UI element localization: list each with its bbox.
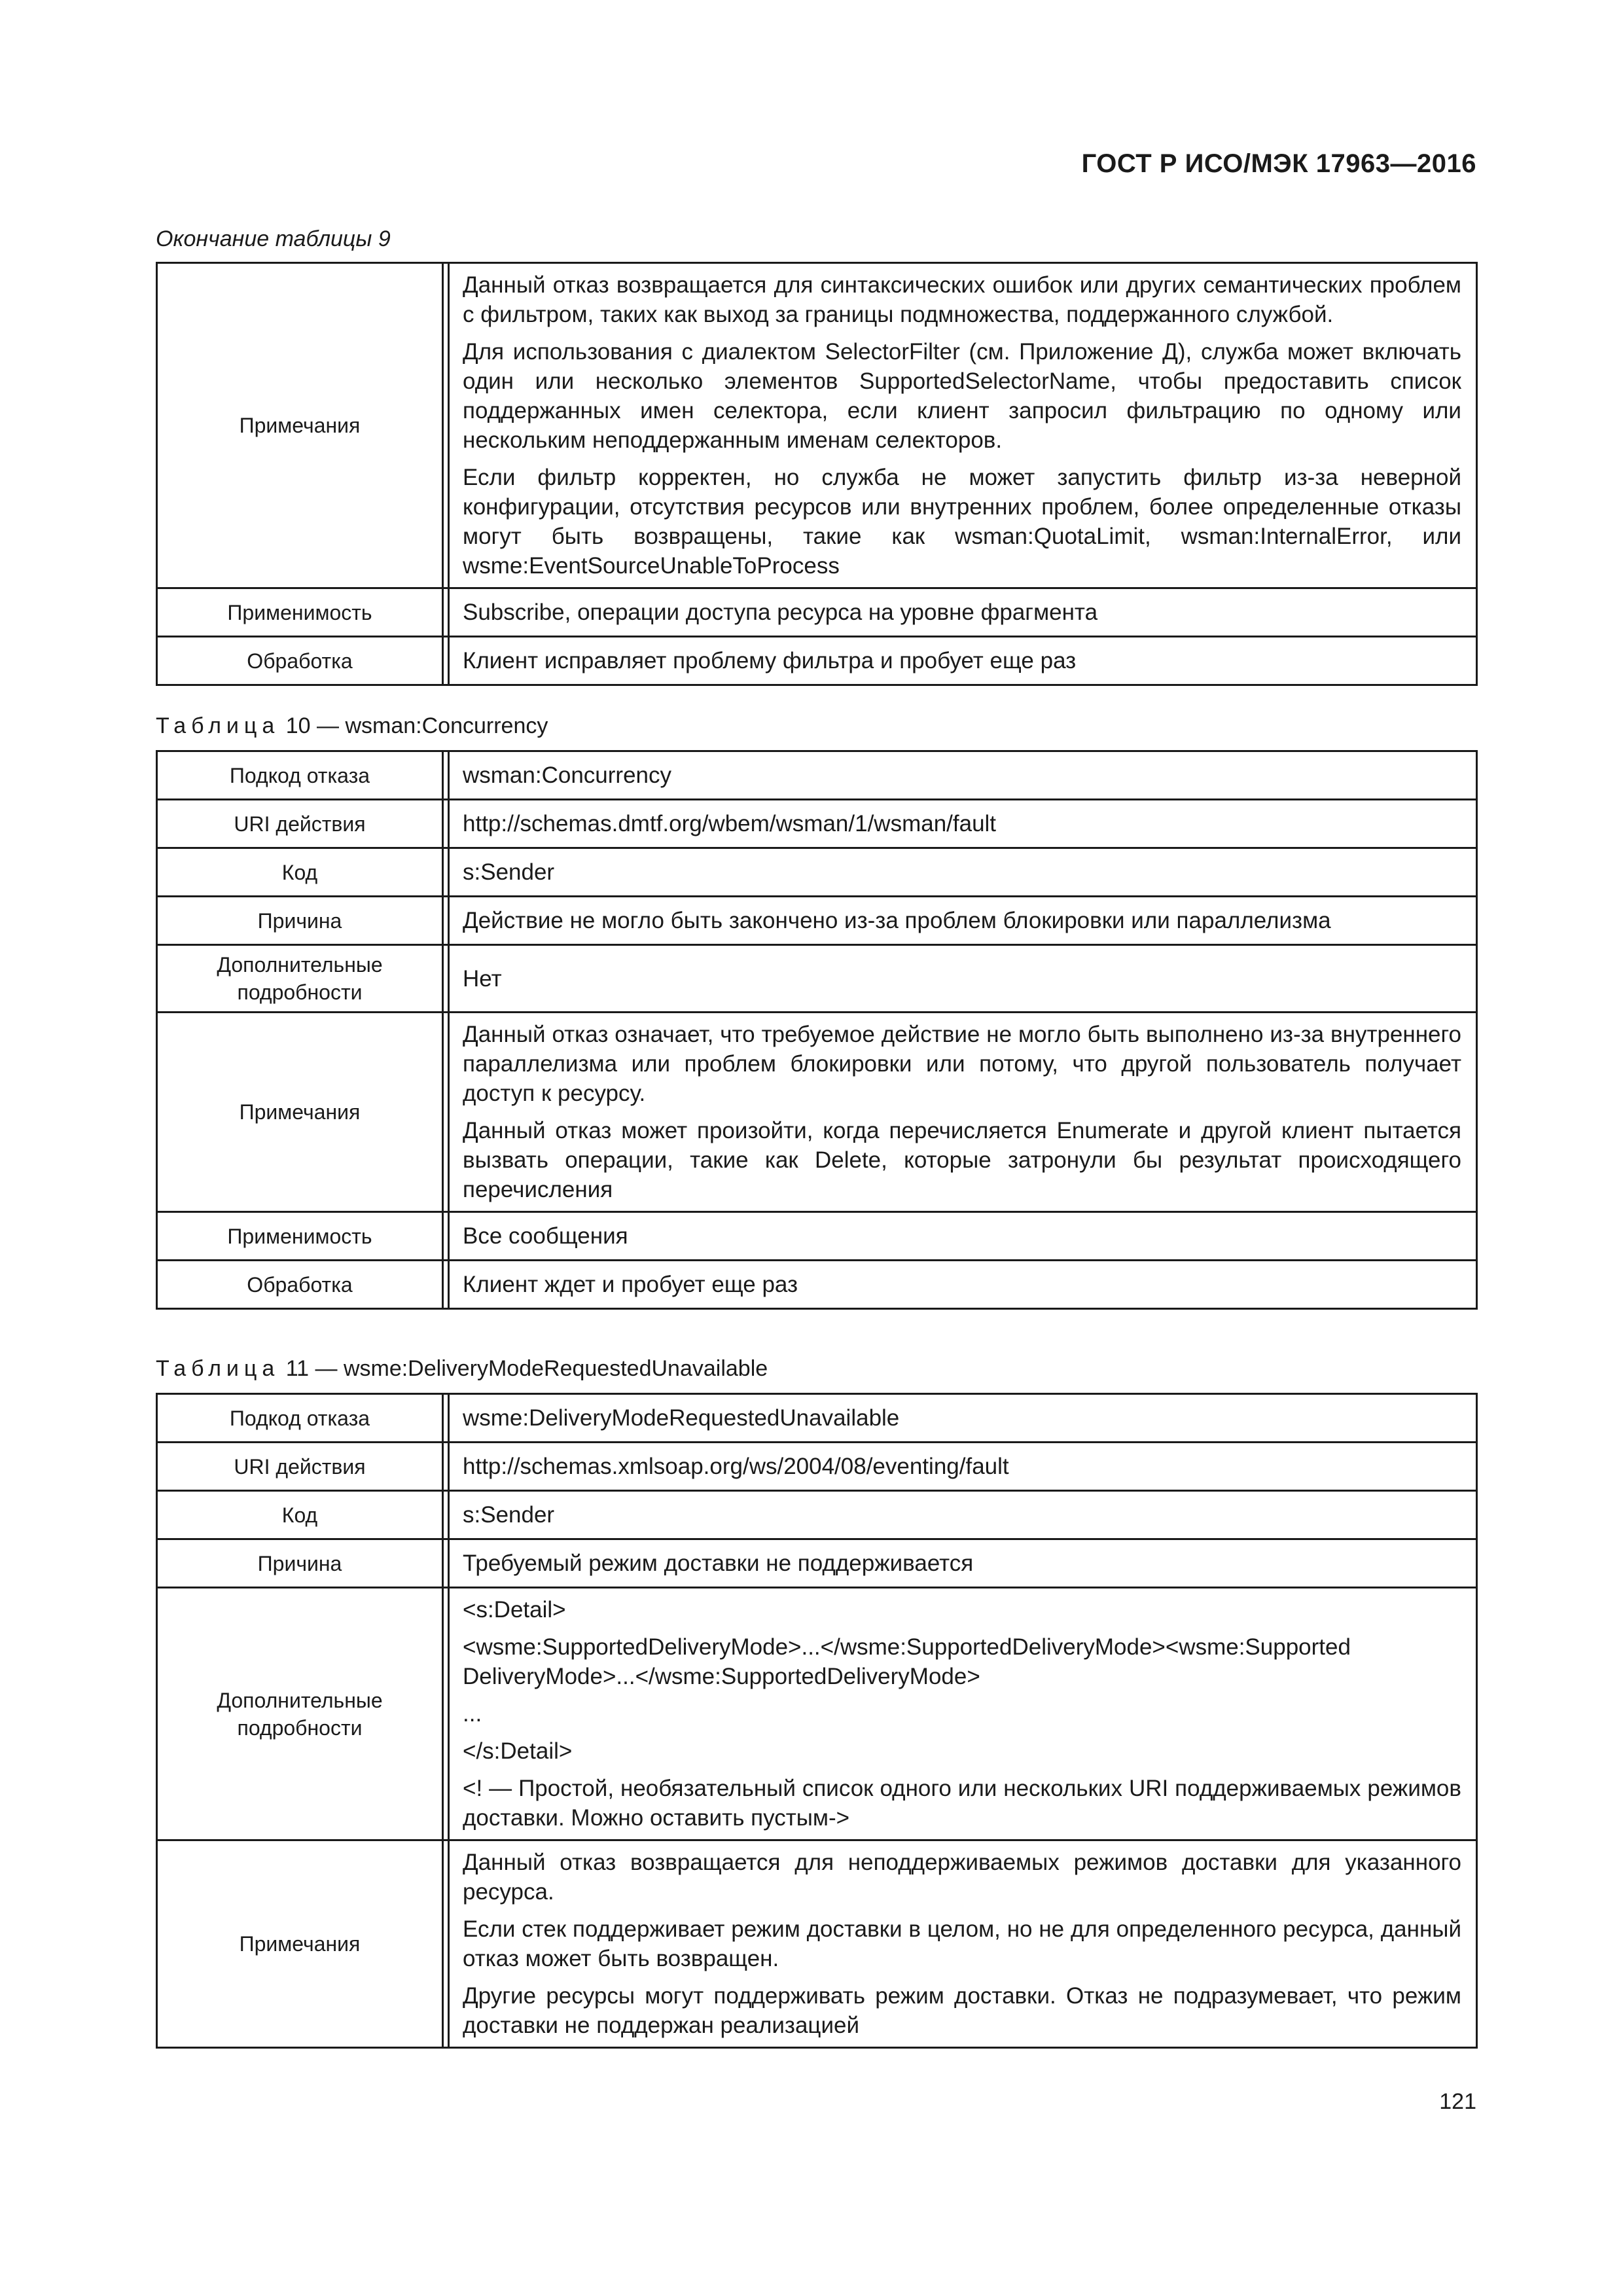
value-paragraph: Subscribe, операции доступа ресурса на уровне фрагмента <box>463 600 1098 625</box>
table11-caption <box>156 1356 768 1382</box>
table-row <box>157 800 1477 848</box>
table-row <box>157 263 1477 588</box>
column-divider <box>443 1539 449 1588</box>
value-paragraph: Нет <box>463 965 502 992</box>
table11-caption-title: 11 — wsme:DeliveryModeRequestedUnavailable <box>279 1356 768 1381</box>
row-value <box>449 263 1477 588</box>
table10-caption <box>156 713 548 739</box>
row-value <box>449 1840 1477 2048</box>
row-label: Применимость <box>157 588 443 637</box>
value-paragraph: <wsme:SupportedDeliveryMode>...</wsme:SupportedDeliveryMode><wsme:Supported DeliveryMode>...</wsme:SupportedDeliveryMode> <box>463 1634 1351 1689</box>
row-value <box>449 1491 1477 1539</box>
column-divider <box>443 637 449 685</box>
row-value <box>449 848 1477 897</box>
table11-caption-word: Таблица <box>156 1356 280 1381</box>
value-paragraph: wsme:DeliveryModeRequestedUnavailable <box>463 1405 900 1431</box>
row-label: Примечания <box>157 1013 443 1212</box>
row-label: Обработка <box>157 1261 443 1309</box>
value-paragraph: Данный отказ может произойти, когда перечисляется Enumerate и другой клиент пытается вызвать операции, такие как Delete, которые затронули бы результат происходящего перечисления <box>463 1118 1461 1202</box>
row-label: Применимость <box>157 1212 443 1261</box>
row-label: Подкод отказа <box>157 1394 443 1443</box>
table10 <box>156 750 1478 1310</box>
row-label: Код <box>157 1491 443 1539</box>
row-value <box>449 1394 1477 1443</box>
row-value <box>449 1539 1477 1588</box>
row-label: Дополнительные подробности <box>157 945 443 1013</box>
page-number: 121 <box>1439 2089 1476 2114</box>
table-row <box>157 1013 1477 1212</box>
value-paragraph: <! — Простой, необязательный список одного или нескольких URI поддерживаемых режимов доставки. Можно оставить пустым-> <box>463 1776 1461 1831</box>
value-paragraph: Если фильтр корректен, но служба не может запустить фильтр из-за неверной конфигурации, отсутствия ресурсов или внутренних проблем, более определенные отказы могут быть возвращены, такие как wsman:QuotaLimit, wsman:InternalError, или wsme:EventSourceUnableToProcess <box>463 465 1461 579</box>
value-paragraph: Для использования с диалектом SelectorFilter (см. Приложение Д), служба может включать один или несколько элементов SupportedSelectorName, чтобы предоставить список поддержанных имен селектора, если клиент запросил фильтрацию по одному или нескольким неподдержанным именам селекторов. <box>463 339 1461 453</box>
table-row <box>157 1212 1477 1261</box>
column-divider <box>443 848 449 897</box>
table-row <box>157 1394 1477 1443</box>
row-label: Обработка <box>157 637 443 685</box>
table-row <box>157 751 1477 800</box>
value-paragraph: Если стек поддерживает режим доставки в целом, но не для определенного ресурса, данный отказ может быть возвращен. <box>463 1916 1461 1971</box>
table-row <box>157 848 1477 897</box>
row-label: Причина <box>157 1539 443 1588</box>
row-label: Дополнительные подробности <box>157 1588 443 1840</box>
value-paragraph: Клиент исправляет проблему фильтра и пробует еще раз <box>463 648 1077 673</box>
row-value <box>449 1212 1477 1261</box>
row-label: Подкод отказа <box>157 751 443 800</box>
table9-caption: Окончание таблицы 9 <box>156 226 391 251</box>
table-row <box>157 1443 1477 1491</box>
table-row <box>157 1539 1477 1588</box>
value-paragraph: Другие ресурсы могут поддерживать режим доставки. Отказ не подразумевает, что режим доставки не поддержан реализацией <box>463 1983 1461 2038</box>
column-divider <box>443 800 449 848</box>
row-label: Причина <box>157 897 443 945</box>
table11 <box>156 1393 1478 2049</box>
value-paragraph: Действие не могло быть закончено из-за проблем блокировки или параллелизма <box>463 908 1331 933</box>
value-paragraph: Данный отказ возвращается для неподдерживаемых режимов доставки для указанного ресурса. <box>463 1850 1461 1905</box>
row-value <box>449 945 1477 1013</box>
row-label: Примечания <box>157 1840 443 2048</box>
row-value <box>449 897 1477 945</box>
row-value <box>449 588 1477 637</box>
table10-caption-title: 10 — wsman:Concurrency <box>279 713 548 738</box>
column-divider <box>443 897 449 945</box>
table-row <box>157 1840 1477 2048</box>
value-paragraph: Все сообщения <box>463 1223 628 1249</box>
column-divider <box>443 1840 449 2048</box>
row-label: Примечания <box>157 263 443 588</box>
table9-end <box>156 262 1478 686</box>
table10-caption-word: Таблица <box>156 713 280 738</box>
row-value <box>449 637 1477 685</box>
row-value <box>449 1443 1477 1491</box>
column-divider <box>443 1261 449 1309</box>
value-paragraph: Клиент ждет и пробует еще раз <box>463 1272 798 1297</box>
column-divider <box>443 1013 449 1212</box>
row-value <box>449 1013 1477 1212</box>
table-row <box>157 1491 1477 1539</box>
table-row <box>157 897 1477 945</box>
value-paragraph: http://schemas.xmlsoap.org/ws/2004/08/eventing/fault <box>463 1454 1009 1479</box>
table-row <box>157 1261 1477 1309</box>
column-divider <box>443 1394 449 1443</box>
value-paragraph: wsman:Concurrency <box>463 762 671 788</box>
row-label: URI действия <box>157 1443 443 1491</box>
row-value <box>449 1261 1477 1309</box>
row-label: URI действия <box>157 800 443 848</box>
table-row <box>157 945 1477 1013</box>
value-paragraph: Требуемый режим доставки не поддерживается <box>463 1551 974 1576</box>
table-row <box>157 637 1477 685</box>
column-divider <box>443 945 449 1013</box>
column-divider <box>443 1588 449 1840</box>
value-paragraph: s:Sender <box>463 1502 555 1528</box>
column-divider <box>443 588 449 637</box>
value-paragraph: Данный отказ возвращается для синтаксических ошибок или других семантических проблем с фильтром, таких как выход за границы подмножества, поддержанного службой. <box>463 272 1461 327</box>
value-paragraph: ... <box>463 1701 482 1727</box>
document-header: ГОСТ Р ИСО/МЭК 17963—2016 <box>1081 149 1476 178</box>
value-paragraph: <s:Detail> <box>463 1597 566 1623</box>
column-divider <box>443 1443 449 1491</box>
column-divider <box>443 751 449 800</box>
column-divider <box>443 1212 449 1261</box>
value-paragraph: s:Sender <box>463 859 555 885</box>
value-paragraph: http://schemas.dmtf.org/wbem/wsman/1/wsman/fault <box>463 811 997 836</box>
column-divider <box>443 1491 449 1539</box>
table-row <box>157 1588 1477 1840</box>
value-paragraph: </s:Detail> <box>463 1738 573 1764</box>
row-value <box>449 751 1477 800</box>
row-value <box>449 800 1477 848</box>
value-paragraph: Данный отказ означает, что требуемое действие не могло быть выполнено из-за внутреннего параллелизма или проблем блокировки или потому, что другой пользователь получает доступ к ресурсу. <box>463 1022 1461 1106</box>
table-row <box>157 588 1477 637</box>
row-value <box>449 1588 1477 1840</box>
column-divider <box>443 263 449 588</box>
row-label: Код <box>157 848 443 897</box>
